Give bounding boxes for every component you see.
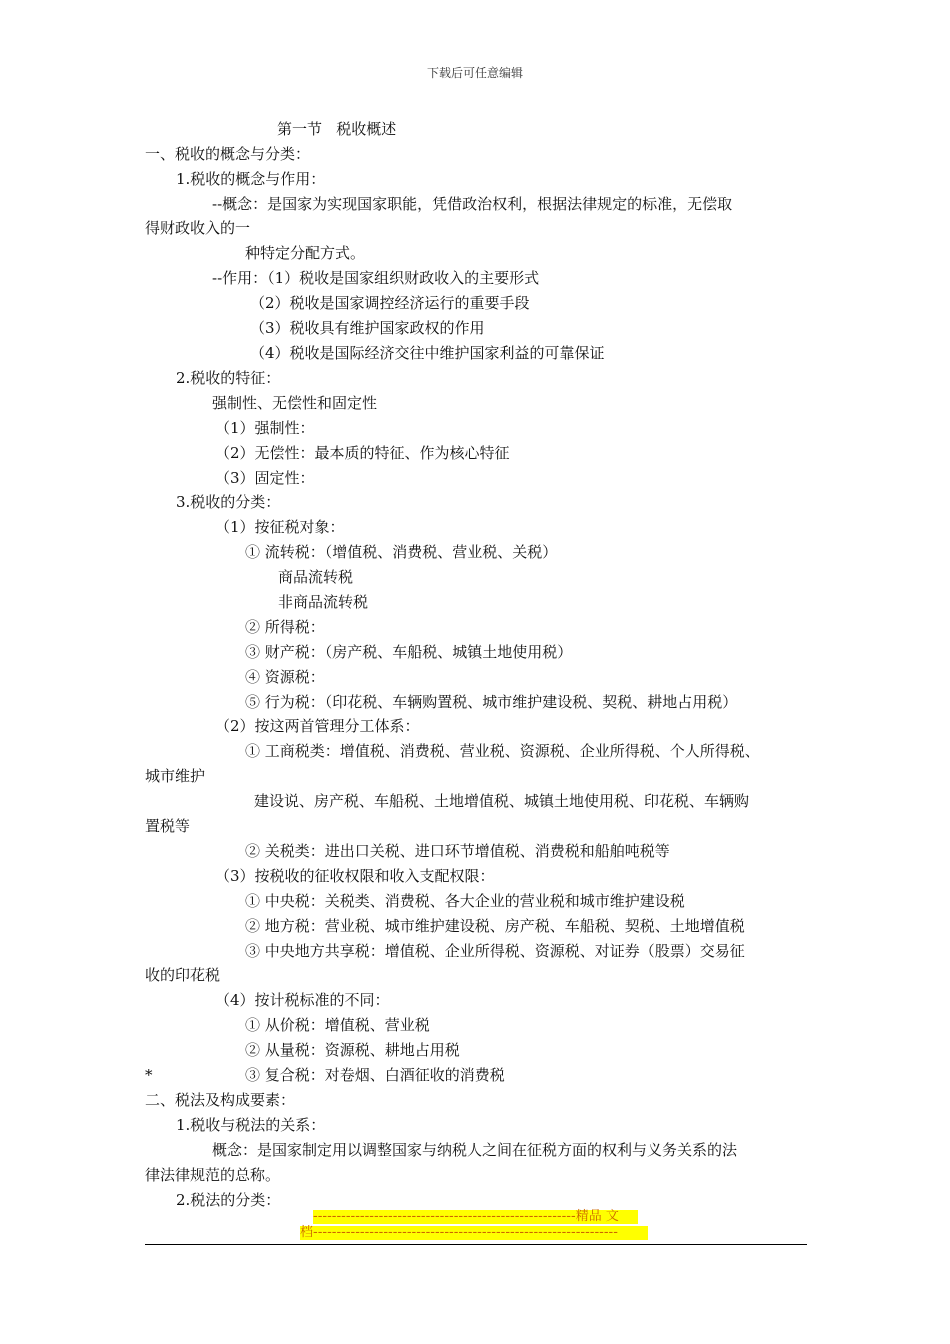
text-line: （4）税收是国际经济交往中维护国家利益的可靠保证 xyxy=(250,344,605,362)
text-line: 置税等 xyxy=(145,817,191,835)
list-item: ① 工商税类：增值税、消费税、营业税、资源税、企业所得税、个人所得税、 xyxy=(245,742,760,760)
list-item: ① 从价税：增值税、营业税 xyxy=(245,1016,430,1034)
list-item: ① 中央税：关税类、消费税、各大企业的营业税和城市维护建设税 xyxy=(245,892,685,910)
text-line: --概念：是国家为实现国家职能，凭借政治权利，根据法律规定的标准，无偿取 xyxy=(212,195,733,213)
footer-text-line2: 档----------------------------------------------------------------- xyxy=(300,1225,618,1240)
text-line: 非商品流转税 xyxy=(278,593,369,611)
list-item: ② 从量税：资源税、耕地占用税 xyxy=(245,1041,460,1059)
list-item: ② 地方税：营业税、城市维护建设税、房产税、车船税、契税、土地增值税 xyxy=(245,917,745,935)
footer-divider xyxy=(145,1244,807,1245)
list-item: ④ 资源税： xyxy=(245,668,325,686)
page-header: 下载后可任意编辑 xyxy=(426,66,523,80)
text-line: 得财政收入的一 xyxy=(145,219,251,237)
section-title: 第一节 税收概述 xyxy=(277,120,397,138)
list-item: ⑤ 行为税：（印花税、车辆购置税、城市维护建设税、契税、耕地占用税） xyxy=(245,693,738,711)
text-line: （4）按计税标准的不同： xyxy=(215,991,390,1009)
text-line: （2）税收是国家调控经济运行的重要手段 xyxy=(250,294,530,312)
text-line: 收的印花税 xyxy=(145,966,221,984)
list-item: ③ 财产税：（房产税、车船税、城镇土地使用税） xyxy=(245,643,573,661)
text-line: 概念：是国家制定用以调整国家与纳税人之间在征税方面的权利与义务关系的法 xyxy=(212,1141,738,1159)
text-line: 律法律规范的总称。 xyxy=(145,1166,281,1184)
text-line: （3）固定性： xyxy=(215,469,315,487)
text-line: （3）按税收的征收权限和收入支配权限： xyxy=(215,867,495,885)
heading-2: 二、税法及构成要素： xyxy=(145,1091,296,1109)
subheading: 2.税法的分类： xyxy=(176,1191,281,1209)
subheading: 3.税收的分类： xyxy=(176,493,281,511)
text-line: 建设说、房产税、车船税、土地增值税、城镇土地使用税、印花税、车辆购 xyxy=(254,792,750,810)
text-line: 商品流转税 xyxy=(278,568,354,586)
heading-1: 一、税收的概念与分类： xyxy=(145,145,311,163)
list-item: ② 所得税： xyxy=(245,618,325,636)
text-line: （2）按这两首管理分工体系： xyxy=(215,717,420,735)
text-line: 城市维护 xyxy=(145,767,206,785)
subheading: 2.税收的特征： xyxy=(176,369,281,387)
text-line: （1）按征税对象： xyxy=(215,518,345,536)
text-line: （3）税收具有维护国家政权的作用 xyxy=(250,319,485,337)
text-line: （2）无偿性：最本质的特征、作为核心特征 xyxy=(215,444,510,462)
list-item: ③ 中央地方共享税：增值税、企业所得税、资源税、对证券（股票）交易征 xyxy=(245,942,745,960)
list-item: ① 流转税：（增值税、消费税、营业税、关税） xyxy=(245,543,558,561)
text-line: 强制性、无偿性和固定性 xyxy=(212,394,378,412)
subheading: 1.税收与税法的关系： xyxy=(176,1116,326,1134)
list-item: ② 关税类：进出口关税、进口环节增值税、消费税和船舶吨税等 xyxy=(245,842,670,860)
asterisk-mark: * xyxy=(145,1066,153,1084)
text-line: （1）强制性： xyxy=(215,419,315,437)
text-line: 种特定分配方式。 xyxy=(245,244,366,262)
footer-text-line1: --------------------------------------------------------精品 文 xyxy=(313,1209,619,1224)
list-item: ③ 复合税：对卷烟、白酒征收的消费税 xyxy=(245,1066,505,1084)
subheading: 1.税收的概念与作用： xyxy=(176,170,326,188)
text-line: --作用：（1）税收是国家组织财政收入的主要形式 xyxy=(212,269,540,287)
